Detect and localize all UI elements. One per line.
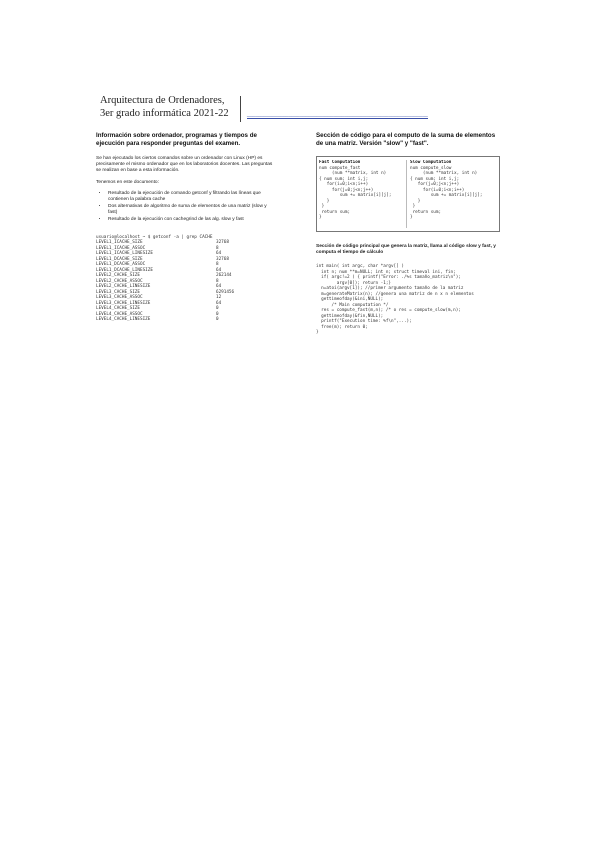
config-value: 64 — [216, 267, 222, 273]
left-heading: Información sobre ordenador, programas y tiempos de ejecución para responder preguntas del examen. — [96, 132, 257, 147]
course-title: Arquitectura de Ordenadores, — [100, 95, 225, 106]
config-value: 6291456 — [216, 289, 235, 295]
config-value: 64 — [216, 284, 222, 290]
contents-list — [96, 191, 274, 223]
list-item: • Dos alternativas de algoritmo de suma de elementos de una matriz (slow y fast) — [108, 204, 274, 216]
list-item: • Resultado de la ejecución de comando getconf y filtrando las líneas que contienen la palabra cache — [108, 191, 274, 203]
cache-config-table — [96, 240, 234, 323]
config-key: LEVEL4_CACHE_SIZE — [96, 306, 140, 312]
fast-code: Fast Computation num compute_fast (num **matrix, int n) { num sum; int i,j; for(i=0;i<n;i++) for(j=0;j<n;j++) sum += matrix[i][j]; } } return sum; } — [319, 160, 392, 220]
config-value: 0 — [216, 311, 219, 317]
left-column — [96, 132, 274, 323]
right-heading: Sección de código para el computo de la suma de elementos de una matriz. Versión "slow" y "fast". — [316, 132, 496, 147]
page-title — [100, 94, 229, 120]
config-key: LEVEL2_CACHE_LINESIZE — [96, 284, 151, 290]
config-value: 32768 — [216, 256, 229, 262]
config-key: LEVEL1_ICACHE_SIZE — [96, 240, 143, 246]
config-value: 64 — [216, 251, 222, 257]
config-value: 0 — [216, 317, 219, 323]
header-link[interactable]: _________________________________________________________________ — [247, 112, 428, 118]
config-value: 262144 — [216, 273, 232, 279]
config-value: 8 — [216, 245, 219, 251]
config-value: 8 — [216, 278, 219, 284]
course-year: 3er grado informática 2021-22 — [100, 108, 229, 119]
intro-paragraph: Se han ejecutado los ciertos comandos sobre un ordenador con Linux (HP) es precisamente el mismo ordenador que en los laboratorios docentes. Las preguntas se realizan en base a esta información. — [96, 156, 273, 174]
config-key: LEVEL1_DCACHE_LINESIZE — [96, 267, 153, 273]
config-key: LEVEL1_ICACHE_ASSOC — [96, 245, 146, 251]
config-value: 32768 — [216, 240, 229, 246]
config-value: 12 — [216, 295, 222, 301]
config-key: LEVEL2_CACHE_ASSOC — [96, 278, 143, 284]
title-divider — [240, 96, 241, 122]
config-key: LEVEL2_CACHE_SIZE — [96, 273, 140, 279]
config-key: LEVEL4_CACHE_LINESIZE — [96, 317, 151, 323]
right-column — [316, 132, 500, 336]
config-key: LEVEL3_CACHE_ASSOC — [96, 295, 143, 301]
code-column-title: Fast Computation — [319, 160, 361, 165]
main-code-heading: Sección de código principal que genera la matriz, llama al código slow y fast, y computa el tiempo de cálculo — [316, 244, 496, 256]
config-key: LEVEL1_DCACHE_SIZE — [96, 256, 143, 262]
config-command: usuario@localhost ~ $ getconf -a | grep CACHE — [96, 234, 213, 240]
config-value: 64 — [216, 300, 222, 306]
main-code: int main( int argc, char *argv[] ) int n; num **m=NULL; int n; struct timeval ini, fin; if( argc!=2 ) { printf("Error: ./%s tamaño_matriz\n"); argv[0]); return -1;} n=atoi(argv[1]); //primer argumento tamaño de la matriz m=generateMatrix(n); //genera una matriz de n x n elementos gettimeofday(&ini,NULL); /* Main computation */ res = compute_fast(m,n); /* o res = compute_slow(m,n); gettimeofday(&fin,NULL); printf("Execution time: %f\n",...); free(m); return 0; } — [316, 264, 474, 336]
table-row — [96, 317, 234, 323]
config-value: 8 — [216, 262, 219, 268]
config-key: LEVEL1_ICACHE_LINESIZE — [96, 251, 153, 257]
slow-code: Slow Computation num compute_slow (num **matrix, int n) { num sum; int i,j; for(j=0;j<n;j++) for(i=0;i<n;i++) sum += matrix[i][j]; } } return sum; } — [406, 160, 497, 228]
config-value: 0 — [216, 306, 219, 312]
list-intro: Tenemos en este documento: — [96, 179, 159, 185]
config-key: LEVEL4_CACHE_ASSOC — [96, 311, 143, 317]
config-key: LEVEL1_DCACHE_ASSOC — [96, 262, 146, 268]
list-item: • Resultado de la ejecución con cachegrind de las alg. slow y fast — [108, 217, 274, 223]
code-comparison-box — [316, 156, 500, 232]
code-column-title: Slow Computation — [410, 160, 452, 165]
config-key: LEVEL3_CACHE_LINESIZE — [96, 300, 151, 306]
config-key: LEVEL3_CACHE_SIZE — [96, 289, 140, 295]
